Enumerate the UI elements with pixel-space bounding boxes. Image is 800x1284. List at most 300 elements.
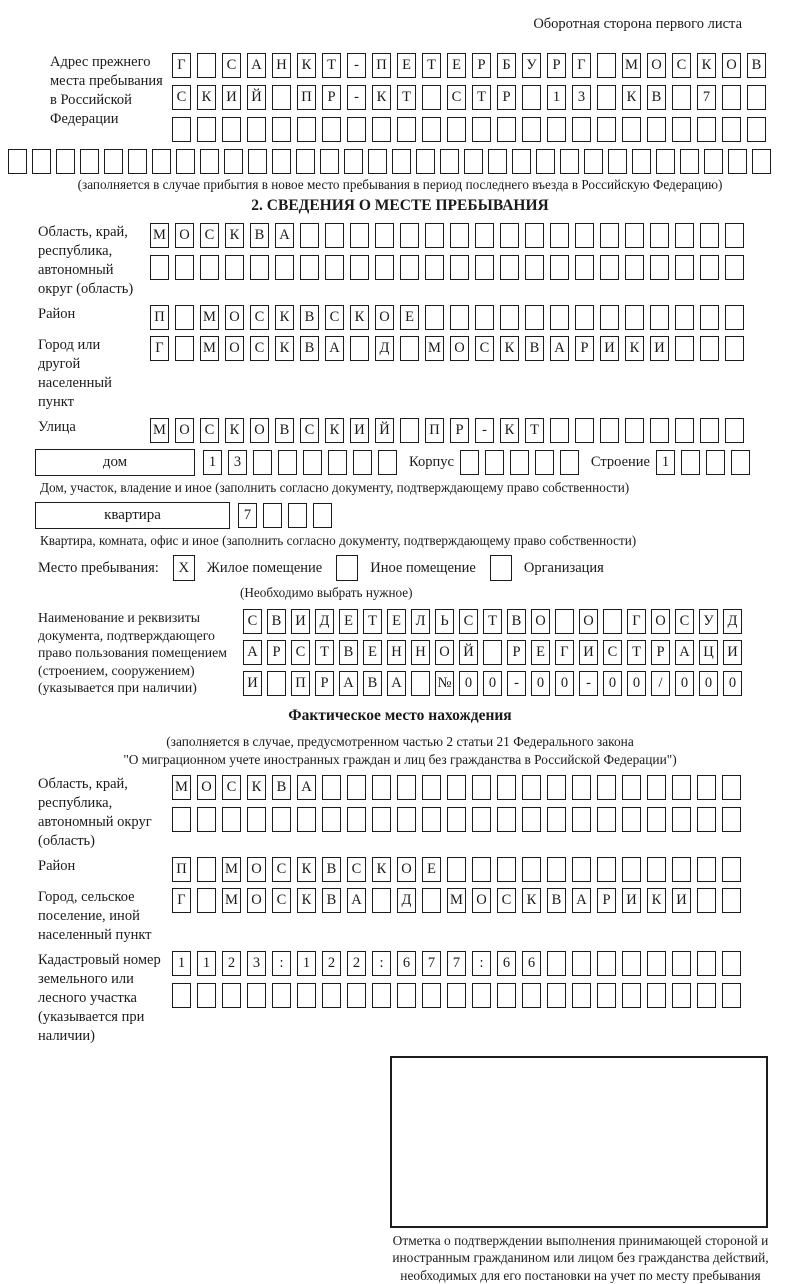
form-cell[interactable] — [647, 951, 666, 976]
form-cell[interactable]: Й — [375, 418, 394, 443]
form-cell[interactable]: 1 — [203, 450, 222, 475]
form-cell[interactable]: И — [222, 85, 241, 110]
form-cell[interactable] — [584, 149, 603, 174]
form-cell[interactable] — [680, 149, 699, 174]
form-cell[interactable]: - — [347, 85, 366, 110]
form-cell[interactable]: 7 — [422, 951, 441, 976]
form-cell[interactable]: М — [447, 888, 466, 913]
form-cell[interactable]: О — [472, 888, 491, 913]
form-cell[interactable] — [722, 983, 741, 1008]
form-cell[interactable] — [572, 117, 591, 142]
form-cell[interactable] — [650, 223, 669, 248]
form-cell[interactable]: П — [297, 85, 316, 110]
form-cell[interactable] — [697, 951, 716, 976]
form-cell[interactable] — [647, 857, 666, 882]
form-cell[interactable] — [296, 149, 315, 174]
form-cell[interactable] — [247, 807, 266, 832]
form-cell[interactable] — [397, 117, 416, 142]
form-cell[interactable]: Н — [411, 640, 430, 665]
form-cell[interactable] — [303, 450, 322, 475]
form-cell[interactable] — [572, 775, 591, 800]
form-cell[interactable]: 0 — [699, 671, 718, 696]
form-cell[interactable] — [547, 775, 566, 800]
form-cell[interactable]: М — [200, 336, 219, 361]
form-cell[interactable] — [560, 450, 579, 475]
form-cell[interactable]: В — [267, 609, 286, 634]
form-cell[interactable] — [222, 117, 241, 142]
form-cell[interactable] — [622, 983, 641, 1008]
form-cell[interactable] — [8, 149, 27, 174]
form-cell[interactable] — [267, 671, 286, 696]
form-cell[interactable] — [622, 857, 641, 882]
form-cell[interactable] — [704, 149, 723, 174]
form-cell[interactable]: 0 — [459, 671, 478, 696]
form-cell[interactable]: 1 — [197, 951, 216, 976]
form-cell[interactable] — [372, 807, 391, 832]
form-cell[interactable] — [350, 336, 369, 361]
form-cell[interactable] — [535, 450, 554, 475]
form-cell[interactable] — [300, 255, 319, 280]
form-cell[interactable]: 6 — [397, 951, 416, 976]
form-cell[interactable] — [422, 807, 441, 832]
form-cell[interactable]: В — [272, 775, 291, 800]
form-cell[interactable]: В — [547, 888, 566, 913]
form-cell[interactable]: О — [175, 223, 194, 248]
form-cell[interactable]: К — [350, 305, 369, 330]
form-cell[interactable] — [697, 807, 716, 832]
form-cell[interactable]: В — [300, 336, 319, 361]
form-cell[interactable] — [650, 305, 669, 330]
form-cell[interactable] — [597, 951, 616, 976]
form-cell[interactable]: / — [651, 671, 670, 696]
form-cell[interactable] — [272, 117, 291, 142]
form-cell[interactable]: М — [622, 53, 641, 78]
form-cell[interactable] — [697, 775, 716, 800]
form-cell[interactable]: О — [247, 857, 266, 882]
form-cell[interactable] — [547, 117, 566, 142]
form-cell[interactable]: 0 — [603, 671, 622, 696]
form-cell[interactable]: М — [222, 857, 241, 882]
form-cell[interactable]: С — [603, 640, 622, 665]
form-cell[interactable] — [700, 305, 719, 330]
form-cell[interactable] — [372, 888, 391, 913]
form-cell[interactable] — [272, 85, 291, 110]
form-cell[interactable]: С — [250, 305, 269, 330]
form-cell[interactable]: И — [622, 888, 641, 913]
form-cell[interactable]: М — [425, 336, 444, 361]
form-cell[interactable] — [731, 450, 750, 475]
form-cell[interactable] — [722, 888, 741, 913]
form-cell[interactable]: О — [225, 305, 244, 330]
form-cell[interactable] — [722, 807, 741, 832]
form-cell[interactable]: С — [497, 888, 516, 913]
form-cell[interactable]: А — [572, 888, 591, 913]
form-cell[interactable] — [368, 149, 387, 174]
form-cell[interactable] — [372, 117, 391, 142]
form-cell[interactable]: О — [722, 53, 741, 78]
form-cell[interactable]: С — [291, 640, 310, 665]
form-cell[interactable]: Т — [483, 609, 502, 634]
organization-checkbox[interactable] — [490, 555, 512, 581]
form-cell[interactable] — [347, 807, 366, 832]
form-cell[interactable]: Б — [497, 53, 516, 78]
form-cell[interactable]: 6 — [497, 951, 516, 976]
form-cell[interactable] — [550, 223, 569, 248]
form-cell[interactable] — [225, 255, 244, 280]
form-cell[interactable] — [600, 305, 619, 330]
form-cell[interactable] — [347, 775, 366, 800]
form-cell[interactable] — [485, 450, 504, 475]
form-cell[interactable]: К — [622, 85, 641, 110]
form-cell[interactable] — [728, 149, 747, 174]
form-cell[interactable]: М — [200, 305, 219, 330]
form-cell[interactable]: М — [222, 888, 241, 913]
form-cell[interactable] — [322, 775, 341, 800]
form-cell[interactable] — [372, 983, 391, 1008]
form-cell[interactable] — [425, 255, 444, 280]
form-cell[interactable] — [378, 450, 397, 475]
form-cell[interactable] — [597, 857, 616, 882]
form-cell[interactable]: 1 — [297, 951, 316, 976]
form-cell[interactable]: К — [625, 336, 644, 361]
form-cell[interactable]: К — [275, 305, 294, 330]
form-cell[interactable]: Е — [422, 857, 441, 882]
form-cell[interactable] — [197, 888, 216, 913]
form-cell[interactable]: Е — [400, 305, 419, 330]
form-cell[interactable] — [672, 951, 691, 976]
form-cell[interactable]: С — [250, 336, 269, 361]
form-cell[interactable]: И — [650, 336, 669, 361]
form-cell[interactable] — [625, 305, 644, 330]
form-cell[interactable]: А — [247, 53, 266, 78]
form-cell[interactable]: К — [647, 888, 666, 913]
form-cell[interactable]: В — [322, 888, 341, 913]
form-cell[interactable]: В — [747, 53, 766, 78]
form-cell[interactable] — [347, 983, 366, 1008]
form-cell[interactable] — [447, 807, 466, 832]
form-cell[interactable] — [247, 983, 266, 1008]
form-cell[interactable]: Г — [172, 888, 191, 913]
form-cell[interactable]: Р — [472, 53, 491, 78]
form-cell[interactable]: С — [347, 857, 366, 882]
form-cell[interactable] — [722, 85, 741, 110]
form-cell[interactable] — [681, 450, 700, 475]
form-cell[interactable] — [353, 450, 372, 475]
form-cell[interactable] — [472, 807, 491, 832]
form-cell[interactable]: Е — [531, 640, 550, 665]
form-cell[interactable]: С — [200, 223, 219, 248]
form-cell[interactable]: О — [175, 418, 194, 443]
form-cell[interactable] — [497, 983, 516, 1008]
form-cell[interactable] — [450, 223, 469, 248]
form-cell[interactable]: Е — [397, 53, 416, 78]
form-cell[interactable]: С — [675, 609, 694, 634]
form-cell[interactable] — [560, 149, 579, 174]
form-cell[interactable] — [397, 807, 416, 832]
form-cell[interactable] — [575, 255, 594, 280]
form-cell[interactable] — [500, 305, 519, 330]
form-cell[interactable] — [550, 418, 569, 443]
form-cell[interactable] — [475, 223, 494, 248]
form-cell[interactable]: 7 — [238, 503, 257, 528]
form-cell[interactable] — [522, 85, 541, 110]
form-cell[interactable] — [725, 336, 744, 361]
form-cell[interactable]: Т — [397, 85, 416, 110]
form-cell[interactable] — [475, 255, 494, 280]
form-cell[interactable]: М — [150, 418, 169, 443]
form-cell[interactable] — [647, 775, 666, 800]
form-cell[interactable]: 2 — [222, 951, 241, 976]
form-cell[interactable] — [500, 255, 519, 280]
form-cell[interactable]: А — [297, 775, 316, 800]
form-cell[interactable] — [447, 857, 466, 882]
form-cell[interactable]: О — [397, 857, 416, 882]
form-cell[interactable]: К — [500, 418, 519, 443]
form-cell[interactable]: В — [363, 671, 382, 696]
form-cell[interactable]: Р — [267, 640, 286, 665]
form-cell[interactable] — [472, 775, 491, 800]
form-cell[interactable]: П — [425, 418, 444, 443]
form-cell[interactable]: К — [297, 53, 316, 78]
form-cell[interactable] — [222, 807, 241, 832]
form-cell[interactable] — [622, 117, 641, 142]
form-cell[interactable] — [500, 223, 519, 248]
form-cell[interactable]: С — [222, 775, 241, 800]
form-cell[interactable] — [322, 807, 341, 832]
form-cell[interactable] — [400, 255, 419, 280]
form-cell[interactable]: О — [375, 305, 394, 330]
form-cell[interactable]: С — [272, 888, 291, 913]
form-cell[interactable] — [425, 223, 444, 248]
form-cell[interactable]: П — [172, 857, 191, 882]
form-cell[interactable] — [497, 117, 516, 142]
form-cell[interactable] — [600, 418, 619, 443]
form-cell[interactable]: Т — [422, 53, 441, 78]
form-cell[interactable] — [253, 450, 272, 475]
form-cell[interactable] — [422, 775, 441, 800]
form-cell[interactable] — [656, 149, 675, 174]
form-cell[interactable]: Т — [627, 640, 646, 665]
form-cell[interactable] — [272, 807, 291, 832]
form-cell[interactable] — [608, 149, 627, 174]
form-cell[interactable] — [344, 149, 363, 174]
form-cell[interactable]: : — [272, 951, 291, 976]
form-cell[interactable] — [472, 117, 491, 142]
form-cell[interactable] — [672, 857, 691, 882]
form-cell[interactable]: Й — [247, 85, 266, 110]
form-cell[interactable] — [747, 117, 766, 142]
form-cell[interactable]: А — [550, 336, 569, 361]
form-cell[interactable] — [197, 807, 216, 832]
form-cell[interactable] — [297, 983, 316, 1008]
form-cell[interactable] — [555, 609, 574, 634]
form-cell[interactable] — [472, 983, 491, 1008]
form-cell[interactable]: К — [372, 857, 391, 882]
form-cell[interactable]: Е — [447, 53, 466, 78]
form-cell[interactable]: 7 — [447, 951, 466, 976]
form-cell[interactable]: О — [450, 336, 469, 361]
form-cell[interactable]: 0 — [531, 671, 550, 696]
form-cell[interactable]: О — [647, 53, 666, 78]
form-cell[interactable] — [400, 336, 419, 361]
form-cell[interactable] — [600, 255, 619, 280]
form-cell[interactable]: 0 — [555, 671, 574, 696]
form-cell[interactable] — [625, 418, 644, 443]
apartment-type-box[interactable]: квартира — [35, 502, 230, 529]
form-cell[interactable]: С — [325, 305, 344, 330]
form-cell[interactable] — [650, 418, 669, 443]
residential-checkbox[interactable]: X — [173, 555, 195, 581]
form-cell[interactable] — [597, 117, 616, 142]
form-cell[interactable] — [675, 223, 694, 248]
form-cell[interactable] — [152, 149, 171, 174]
other-premises-checkbox[interactable] — [336, 555, 358, 581]
form-cell[interactable] — [375, 223, 394, 248]
form-cell[interactable]: С — [300, 418, 319, 443]
form-cell[interactable] — [725, 223, 744, 248]
form-cell[interactable] — [325, 255, 344, 280]
form-cell[interactable]: С — [459, 609, 478, 634]
form-cell[interactable]: С — [243, 609, 262, 634]
form-cell[interactable]: И — [600, 336, 619, 361]
form-cell[interactable] — [622, 807, 641, 832]
form-cell[interactable]: К — [500, 336, 519, 361]
form-cell[interactable]: В — [275, 418, 294, 443]
form-cell[interactable] — [150, 255, 169, 280]
form-cell[interactable]: Г — [150, 336, 169, 361]
form-cell[interactable] — [397, 983, 416, 1008]
form-cell[interactable] — [700, 255, 719, 280]
form-cell[interactable] — [700, 336, 719, 361]
form-cell[interactable] — [575, 223, 594, 248]
form-cell[interactable]: Р — [315, 671, 334, 696]
form-cell[interactable] — [197, 857, 216, 882]
form-cell[interactable]: А — [275, 223, 294, 248]
form-cell[interactable] — [522, 775, 541, 800]
form-cell[interactable]: К — [275, 336, 294, 361]
form-cell[interactable] — [416, 149, 435, 174]
form-cell[interactable] — [597, 85, 616, 110]
form-cell[interactable] — [475, 305, 494, 330]
form-cell[interactable] — [672, 775, 691, 800]
form-cell[interactable] — [706, 450, 725, 475]
form-cell[interactable]: И — [579, 640, 598, 665]
form-cell[interactable] — [672, 117, 691, 142]
form-cell[interactable]: И — [243, 671, 262, 696]
form-cell[interactable] — [597, 807, 616, 832]
form-cell[interactable] — [747, 85, 766, 110]
form-cell[interactable] — [350, 223, 369, 248]
form-cell[interactable] — [425, 305, 444, 330]
form-cell[interactable]: - — [579, 671, 598, 696]
form-cell[interactable] — [697, 857, 716, 882]
form-cell[interactable]: - — [507, 671, 526, 696]
form-cell[interactable] — [172, 807, 191, 832]
form-cell[interactable] — [224, 149, 243, 174]
form-cell[interactable] — [575, 418, 594, 443]
form-cell[interactable]: 2 — [347, 951, 366, 976]
form-cell[interactable] — [722, 951, 741, 976]
form-cell[interactable]: К — [225, 418, 244, 443]
form-cell[interactable] — [483, 640, 502, 665]
form-cell[interactable] — [647, 807, 666, 832]
form-cell[interactable]: В — [525, 336, 544, 361]
form-cell[interactable]: К — [325, 418, 344, 443]
house-type-box[interactable]: дом — [35, 449, 195, 476]
form-cell[interactable]: В — [322, 857, 341, 882]
form-cell[interactable]: 7 — [697, 85, 716, 110]
form-cell[interactable] — [725, 255, 744, 280]
form-cell[interactable] — [422, 983, 441, 1008]
form-cell[interactable]: Д — [375, 336, 394, 361]
form-cell[interactable] — [248, 149, 267, 174]
form-cell[interactable] — [447, 775, 466, 800]
form-cell[interactable]: А — [675, 640, 694, 665]
form-cell[interactable] — [325, 223, 344, 248]
form-cell[interactable] — [250, 255, 269, 280]
form-cell[interactable]: О — [579, 609, 598, 634]
form-cell[interactable] — [522, 117, 541, 142]
form-cell[interactable]: П — [372, 53, 391, 78]
form-cell[interactable] — [197, 53, 216, 78]
form-cell[interactable] — [422, 888, 441, 913]
form-cell[interactable] — [522, 857, 541, 882]
form-cell[interactable] — [525, 223, 544, 248]
form-cell[interactable]: Ь — [435, 609, 454, 634]
form-cell[interactable] — [722, 857, 741, 882]
form-cell[interactable] — [497, 857, 516, 882]
form-cell[interactable]: С — [672, 53, 691, 78]
form-cell[interactable]: К — [197, 85, 216, 110]
form-cell[interactable] — [488, 149, 507, 174]
form-cell[interactable]: 0 — [483, 671, 502, 696]
form-cell[interactable]: О — [247, 888, 266, 913]
form-cell[interactable]: О — [197, 775, 216, 800]
form-cell[interactable] — [375, 255, 394, 280]
form-cell[interactable] — [288, 503, 307, 528]
form-cell[interactable]: И — [291, 609, 310, 634]
form-cell[interactable]: Г — [555, 640, 574, 665]
form-cell[interactable] — [411, 671, 430, 696]
form-cell[interactable] — [525, 305, 544, 330]
form-cell[interactable]: Т — [472, 85, 491, 110]
form-cell[interactable] — [550, 305, 569, 330]
form-cell[interactable] — [672, 983, 691, 1008]
form-cell[interactable]: Т — [315, 640, 334, 665]
form-cell[interactable]: С — [222, 53, 241, 78]
form-cell[interactable] — [525, 255, 544, 280]
form-cell[interactable]: С — [200, 418, 219, 443]
form-cell[interactable]: К — [297, 888, 316, 913]
form-cell[interactable] — [625, 223, 644, 248]
form-cell[interactable]: О — [435, 640, 454, 665]
form-cell[interactable]: Д — [315, 609, 334, 634]
form-cell[interactable] — [447, 117, 466, 142]
form-cell[interactable] — [460, 450, 479, 475]
form-cell[interactable]: В — [250, 223, 269, 248]
form-cell[interactable]: Г — [172, 53, 191, 78]
form-cell[interactable] — [697, 983, 716, 1008]
form-cell[interactable]: А — [325, 336, 344, 361]
form-cell[interactable]: 3 — [247, 951, 266, 976]
form-cell[interactable]: Р — [450, 418, 469, 443]
form-cell[interactable]: 1 — [656, 450, 675, 475]
form-cell[interactable] — [400, 418, 419, 443]
form-cell[interactable] — [675, 418, 694, 443]
form-cell[interactable]: М — [150, 223, 169, 248]
form-cell[interactable] — [700, 418, 719, 443]
form-cell[interactable] — [272, 149, 291, 174]
